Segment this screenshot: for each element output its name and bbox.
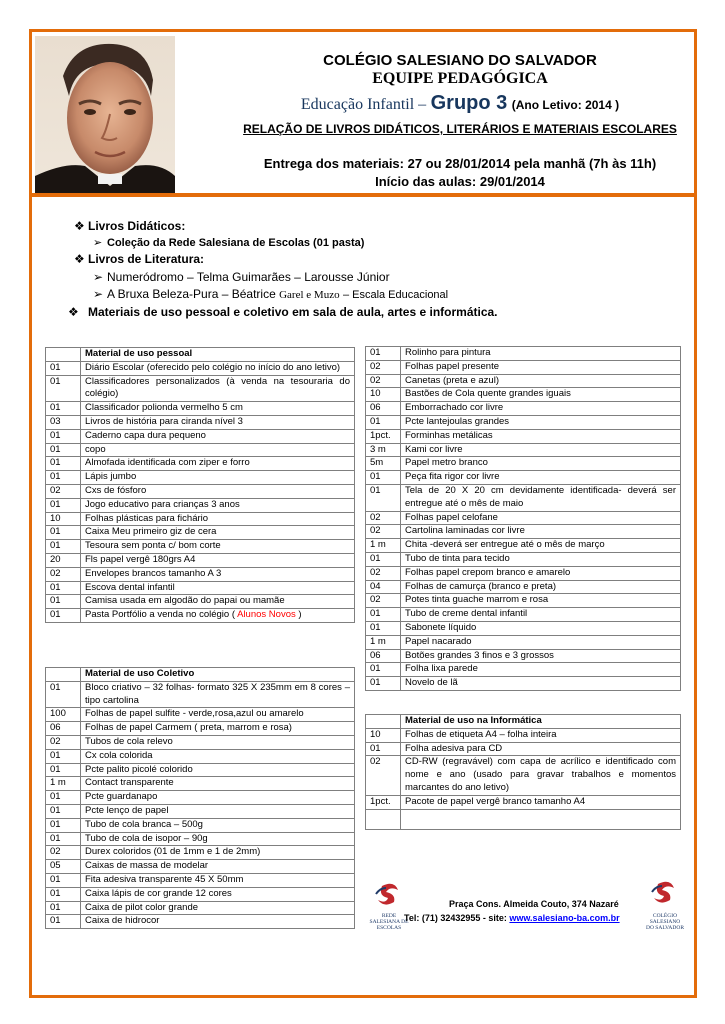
qty-cell: 10 bbox=[366, 728, 401, 742]
qty-cell: 06 bbox=[46, 722, 81, 736]
item-cell: Escova dental infantil bbox=[81, 581, 355, 595]
item-cell: Forminhas metálicas bbox=[401, 429, 681, 443]
qty-cell: 01 bbox=[46, 540, 81, 554]
qty-cell: 10 bbox=[46, 512, 81, 526]
table-row bbox=[46, 484, 355, 498]
qty-cell: 01 bbox=[46, 457, 81, 471]
table-row bbox=[366, 484, 681, 511]
table-row bbox=[366, 635, 681, 649]
item-cell: CD-RW (regravável) com capa de acrílico e identificado com nome e ano (usado para gravar trabalhos e momentos marcantes do ano letivo) bbox=[401, 756, 681, 795]
table-row bbox=[46, 429, 355, 443]
footer-phone: Tel: (71) 32432955 - site: bbox=[404, 913, 510, 923]
table-row bbox=[366, 429, 681, 443]
table-row bbox=[46, 526, 355, 540]
table-row bbox=[366, 471, 681, 485]
qty-cell: 10 bbox=[366, 388, 401, 402]
table-header-row bbox=[366, 715, 681, 729]
item-cell: Folhas de papel Carmem ( preta, marrom e rosa) bbox=[81, 722, 355, 736]
qty-cell: 01 bbox=[366, 742, 401, 756]
footer-address: Praça Cons. Almeida Couto, 374 Nazaré bbox=[449, 899, 619, 909]
table-row bbox=[366, 539, 681, 553]
item-cell: Jogo educativo para crianças 3 anos bbox=[81, 498, 355, 512]
literature-item-2 bbox=[93, 287, 448, 301]
empty-row bbox=[366, 809, 681, 829]
diamond-bullet-icon: ❖ bbox=[68, 305, 79, 319]
table-row bbox=[366, 608, 681, 622]
table-row bbox=[366, 742, 681, 756]
table-row bbox=[366, 756, 681, 795]
table-row bbox=[366, 649, 681, 663]
item-cell: Tubo de cola branca – 500g bbox=[81, 818, 355, 832]
qty-cell: 01 bbox=[46, 443, 81, 457]
diamond-bullet-icon: ❖ bbox=[74, 252, 85, 266]
colegio-salesiano-logo-icon bbox=[640, 880, 690, 908]
table-row bbox=[366, 795, 681, 809]
table-row bbox=[46, 763, 355, 777]
table-row bbox=[46, 791, 355, 805]
qty-cell: 01 bbox=[366, 621, 401, 635]
qty-cell: 01 bbox=[46, 804, 81, 818]
table-row bbox=[46, 901, 355, 915]
item-cell: Tubo de creme dental infantil bbox=[401, 608, 681, 622]
group-label: Grupo 3 bbox=[430, 92, 508, 114]
qty-cell bbox=[366, 809, 401, 829]
arrow-bullet-icon: ➢ bbox=[93, 287, 104, 301]
qty-cell: 01 bbox=[46, 609, 81, 623]
item-cell: Pcte lenço de papel bbox=[81, 804, 355, 818]
qty-cell: 3 m bbox=[366, 443, 401, 457]
table-header-row bbox=[46, 668, 355, 682]
item-cell: Almofada identificada com ziper e forro bbox=[81, 457, 355, 471]
table-row bbox=[366, 402, 681, 416]
qty-cell: 01 bbox=[46, 832, 81, 846]
item-cell: Classificadores personalizados (à venda na tesouraria do colégio) bbox=[81, 375, 355, 402]
informatics-materials-table bbox=[365, 714, 681, 830]
item-cell: Kami cor livre bbox=[401, 443, 681, 457]
table-row bbox=[46, 832, 355, 846]
qty-cell bbox=[46, 668, 81, 682]
item-cell: Durex coloridos (01 de 1mm e 1 de 2mm) bbox=[81, 846, 355, 860]
qty-cell: 02 bbox=[46, 846, 81, 860]
item-cell: Envelopes brancos tamanho A 3 bbox=[81, 567, 355, 581]
table-row bbox=[46, 804, 355, 818]
grade-line bbox=[225, 92, 695, 115]
table-title: Material de uso pessoal bbox=[81, 348, 355, 362]
literature-item-1 bbox=[93, 270, 390, 284]
item-cell: Emborrachado cor livre bbox=[401, 402, 681, 416]
literature-item-2-publisher: – Escala Educacional bbox=[342, 289, 449, 301]
qty-cell: 01 bbox=[46, 887, 81, 901]
item-cell: Caixa Meu primeiro giz de cera bbox=[81, 526, 355, 540]
item-cell: Camisa usada em algodão do papai ou mamãe bbox=[81, 595, 355, 609]
arrow-bullet-icon: ➢ bbox=[93, 237, 103, 249]
table-row bbox=[366, 360, 681, 374]
qty-cell: 02 bbox=[46, 735, 81, 749]
table-row bbox=[366, 415, 681, 429]
qty-cell: 01 bbox=[46, 749, 81, 763]
qty-cell: 02 bbox=[366, 511, 401, 525]
rede-salesiana-logo-icon bbox=[368, 882, 410, 908]
table-row bbox=[46, 581, 355, 595]
item-cell: Folhas de etiqueta A4 – folha inteira bbox=[401, 728, 681, 742]
table-row bbox=[46, 735, 355, 749]
item-cell: Pcte palito picolé colorido bbox=[81, 763, 355, 777]
qty-cell: 01 bbox=[366, 608, 401, 622]
table-row bbox=[46, 375, 355, 402]
site-link[interactable]: www.salesiano-ba.com.br bbox=[509, 913, 620, 923]
didactic-title: Livros Didáticos: bbox=[88, 219, 186, 233]
item-cell: Livros de história para ciranda nível 3 bbox=[81, 415, 355, 429]
table-row bbox=[46, 873, 355, 887]
item-cell: Folha adesiva para CD bbox=[401, 742, 681, 756]
qty-cell: 01 bbox=[46, 361, 81, 375]
right-materials-table bbox=[365, 346, 681, 691]
table-row bbox=[366, 457, 681, 471]
table-row bbox=[46, 860, 355, 874]
table-row bbox=[46, 361, 355, 375]
qty-cell: 05 bbox=[46, 860, 81, 874]
table-row bbox=[366, 728, 681, 742]
diamond-bullet-icon: ❖ bbox=[74, 219, 85, 233]
qty-cell: 02 bbox=[366, 594, 401, 608]
table-row bbox=[366, 580, 681, 594]
qty-cell: 1pct. bbox=[366, 429, 401, 443]
item-cell: Lápis jumbo bbox=[81, 471, 355, 485]
new-students-note: Alunos Novos bbox=[237, 609, 296, 621]
table-row bbox=[46, 595, 355, 609]
table-row bbox=[366, 388, 681, 402]
item-cell: Novelo de lã bbox=[401, 677, 681, 691]
portrait-photo bbox=[35, 36, 175, 193]
table-row bbox=[46, 722, 355, 736]
qty-cell: 02 bbox=[46, 567, 81, 581]
collective-materials-table bbox=[45, 667, 355, 929]
table-row bbox=[366, 443, 681, 457]
table-row bbox=[46, 567, 355, 581]
item-cell: Folhas de papel sulfite - verde,rosa,azul ou amarelo bbox=[81, 708, 355, 722]
table-row bbox=[46, 846, 355, 860]
personal-materials-table bbox=[45, 347, 355, 623]
literature-item-2-authors: Garel e Muzo bbox=[279, 289, 340, 301]
table-row bbox=[366, 621, 681, 635]
footer-contact bbox=[404, 913, 620, 923]
item-cell: Cartolina laminadas cor livre bbox=[401, 525, 681, 539]
qty-cell: 01 bbox=[366, 552, 401, 566]
qty-cell: 01 bbox=[46, 429, 81, 443]
item-cell: Classificador polionda vermelho 5 cm bbox=[81, 402, 355, 416]
item-cell: Cxs de fósforo bbox=[81, 484, 355, 498]
materials-heading bbox=[68, 305, 498, 319]
qty-cell: 02 bbox=[366, 566, 401, 580]
qty-cell: 20 bbox=[46, 553, 81, 567]
qty-cell: 02 bbox=[366, 374, 401, 388]
item-cell: Fls papel vergê 180grs A4 bbox=[81, 553, 355, 567]
item-cell: Caixa de hidrocor bbox=[81, 915, 355, 929]
qty-cell: 01 bbox=[46, 498, 81, 512]
item-cell: Caixa lápis de cor grande 12 cores bbox=[81, 887, 355, 901]
table-row bbox=[46, 681, 355, 708]
qty-cell: 02 bbox=[366, 756, 401, 795]
literature-heading bbox=[74, 252, 204, 266]
year-label: (Ano Letivo: 2014 ) bbox=[511, 98, 620, 112]
table-row bbox=[366, 347, 681, 361]
item-cell: Papel nacarado bbox=[401, 635, 681, 649]
table-row bbox=[46, 512, 355, 526]
item-cell: Peça fita rigor cor livre bbox=[401, 471, 681, 485]
table-row bbox=[366, 677, 681, 691]
colegio-logo-text-1: COLÉGIO SALESIANO bbox=[649, 913, 681, 925]
item-cell: Folhas papel celofane bbox=[401, 511, 681, 525]
qty-cell: 01 bbox=[46, 873, 81, 887]
qty-cell: 01 bbox=[366, 415, 401, 429]
item-cell: Folhas de camurça (branco e preta) bbox=[401, 580, 681, 594]
table-row bbox=[46, 915, 355, 929]
item-cell bbox=[81, 609, 355, 623]
qty-cell: 01 bbox=[366, 347, 401, 361]
item-cell: Pacote de papel vergê branco tamanho A4 bbox=[401, 795, 681, 809]
item-cell: Caixas de massa de modelar bbox=[81, 860, 355, 874]
table-row bbox=[46, 443, 355, 457]
qty-cell: 01 bbox=[46, 681, 81, 708]
qty-cell: 02 bbox=[366, 360, 401, 374]
item-cell: Botões grandes 3 finos e 3 grossos bbox=[401, 649, 681, 663]
qty-cell: 1 m bbox=[366, 635, 401, 649]
school-name: COLÉGIO SALESIANO DO SALVADOR bbox=[323, 52, 597, 69]
table-title: Material de uso Coletivo bbox=[81, 668, 355, 682]
qty-cell: 01 bbox=[46, 901, 81, 915]
table-row bbox=[46, 777, 355, 791]
table-row bbox=[46, 708, 355, 722]
didactic-books-heading bbox=[74, 219, 185, 233]
qty-cell: 01 bbox=[46, 791, 81, 805]
colegio-salesiano-logo bbox=[640, 880, 690, 931]
table-row bbox=[46, 609, 355, 623]
item-cell: Tubo de tinta para tecido bbox=[401, 552, 681, 566]
rede-salesiana-logo bbox=[368, 882, 410, 931]
qty-cell: 03 bbox=[46, 415, 81, 429]
literature-item-2-title: A Bruxa Beleza-Pura – Béatrice bbox=[107, 287, 276, 301]
item-cell: Folhas papel crepom branco e amarelo bbox=[401, 566, 681, 580]
rede-salesiana-logo-text: REDE SALESIANA DE ESCOLAS bbox=[369, 913, 409, 931]
materials-title: Materiais de uso pessoal e coletivo em sala de aula, artes e informática. bbox=[88, 305, 498, 319]
qty-cell: 01 bbox=[366, 663, 401, 677]
item-cell: Folhas plásticas para fichário bbox=[81, 512, 355, 526]
qty-cell: 01 bbox=[366, 677, 401, 691]
classes-start: Início das aulas: 29/01/2014 bbox=[375, 174, 545, 189]
table-row bbox=[366, 552, 681, 566]
qty-cell: 02 bbox=[366, 525, 401, 539]
delivery-date: Entrega dos materiais: 27 ou 28/01/2014 pela manhã (7h às 11h) bbox=[263, 156, 657, 171]
item-cell: Tela de 20 X 20 cm devidamente identificada- deverá ser entregue até o mês de maio bbox=[401, 484, 681, 511]
table-header-row bbox=[46, 348, 355, 362]
item-cell: Folhas papel presente bbox=[401, 360, 681, 374]
literature-item-1-text: Numeródromo – Telma Guimarães – Larousse Júnior bbox=[107, 270, 390, 284]
portfolio-text: Pasta Portfólio a venda no colégio ( bbox=[85, 609, 238, 621]
item-cell: Cx cola colorida bbox=[81, 749, 355, 763]
table-row bbox=[46, 498, 355, 512]
qty-cell: 01 bbox=[46, 581, 81, 595]
item-cell: Tubos de cola relevo bbox=[81, 735, 355, 749]
item-cell: Sabonete líquido bbox=[401, 621, 681, 635]
qty-cell: 01 bbox=[46, 595, 81, 609]
qty-cell: 01 bbox=[46, 818, 81, 832]
table-row bbox=[46, 471, 355, 485]
qty-cell: 01 bbox=[46, 375, 81, 402]
qty-cell: 5m bbox=[366, 457, 401, 471]
table-row bbox=[46, 553, 355, 567]
relation-title: RELAÇÃO DE LIVROS DIDÁTICOS, LITERÁRIOS E MATERIAIS ESCOLARES bbox=[243, 122, 677, 136]
table-row bbox=[366, 594, 681, 608]
table-row bbox=[366, 525, 681, 539]
qty-cell: 01 bbox=[46, 526, 81, 540]
item-cell: Folha lixa parede bbox=[401, 663, 681, 677]
table-row bbox=[46, 540, 355, 554]
literature-title: Livros de Literatura: bbox=[88, 252, 205, 266]
item-cell: Papel metro branco bbox=[401, 457, 681, 471]
item-cell: Diário Escolar (oferecido pelo colégio no início do ano letivo) bbox=[81, 361, 355, 375]
header-divider bbox=[29, 193, 697, 197]
qty-cell: 1 m bbox=[46, 777, 81, 791]
qty-cell: 01 bbox=[46, 763, 81, 777]
qty-cell: 04 bbox=[366, 580, 401, 594]
table-title: Material de uso na Informática bbox=[401, 715, 681, 729]
item-cell: Pcte lantejoulas grandes bbox=[401, 415, 681, 429]
item-cell: Fita adesiva transparente 45 X 50mm bbox=[81, 873, 355, 887]
item-cell: Caixa de pilot color grande bbox=[81, 901, 355, 915]
item-cell: Canetas (preta e azul) bbox=[401, 374, 681, 388]
table-row bbox=[46, 402, 355, 416]
qty-cell: 1 m bbox=[366, 539, 401, 553]
level-label: Educação Infantil – bbox=[300, 96, 427, 113]
qty-cell: 01 bbox=[366, 484, 401, 511]
qty-cell: 01 bbox=[366, 471, 401, 485]
qty-cell: 100 bbox=[46, 708, 81, 722]
qty-cell: 06 bbox=[366, 402, 401, 416]
table-row bbox=[46, 818, 355, 832]
item-cell: Tubo de cola de isopor – 90g bbox=[81, 832, 355, 846]
item-cell: copo bbox=[81, 443, 355, 457]
item-cell: Contact transparente bbox=[81, 777, 355, 791]
table-row bbox=[366, 663, 681, 677]
qty-cell: 06 bbox=[366, 649, 401, 663]
item-cell: Bastões de Cola quente grandes iguais bbox=[401, 388, 681, 402]
table-row bbox=[46, 749, 355, 763]
arrow-bullet-icon: ➢ bbox=[93, 270, 104, 284]
table-row bbox=[366, 566, 681, 580]
item-cell: Caderno capa dura pequeno bbox=[81, 429, 355, 443]
didactic-item bbox=[93, 236, 364, 249]
item-cell: Chita -deverá ser entregue até o mês de março bbox=[401, 539, 681, 553]
qty-cell: 02 bbox=[46, 484, 81, 498]
table-row bbox=[366, 374, 681, 388]
qty-cell: 1pct. bbox=[366, 795, 401, 809]
item-cell: Rolinho para pintura bbox=[401, 347, 681, 361]
item-cell: Tesoura sem ponta c/ bom corte bbox=[81, 540, 355, 554]
item-cell bbox=[401, 809, 681, 829]
table-row bbox=[366, 511, 681, 525]
qty-cell: 01 bbox=[46, 915, 81, 929]
table-row bbox=[46, 457, 355, 471]
colegio-logo-text-2: DO SALVADOR bbox=[645, 925, 685, 931]
item-cell: Pcte guardanapo bbox=[81, 791, 355, 805]
item-cell: Bloco criativo – 32 folhas- formato 325 X 235mm em 8 cores – tipo cartolina bbox=[81, 681, 355, 708]
qty-cell bbox=[366, 715, 401, 729]
qty-cell: 01 bbox=[46, 471, 81, 485]
table-row bbox=[46, 887, 355, 901]
qty-cell: 01 bbox=[46, 402, 81, 416]
portfolio-text-end: ) bbox=[295, 609, 302, 621]
team-name: EQUIPE PEDAGÓGICA bbox=[372, 70, 548, 87]
item-cell: Potes tinta guache marrom e rosa bbox=[401, 594, 681, 608]
qty-cell bbox=[46, 348, 81, 362]
didactic-item-text: Coleção da Rede Salesiana de Escolas (01 pasta) bbox=[107, 237, 365, 249]
table-row bbox=[46, 415, 355, 429]
